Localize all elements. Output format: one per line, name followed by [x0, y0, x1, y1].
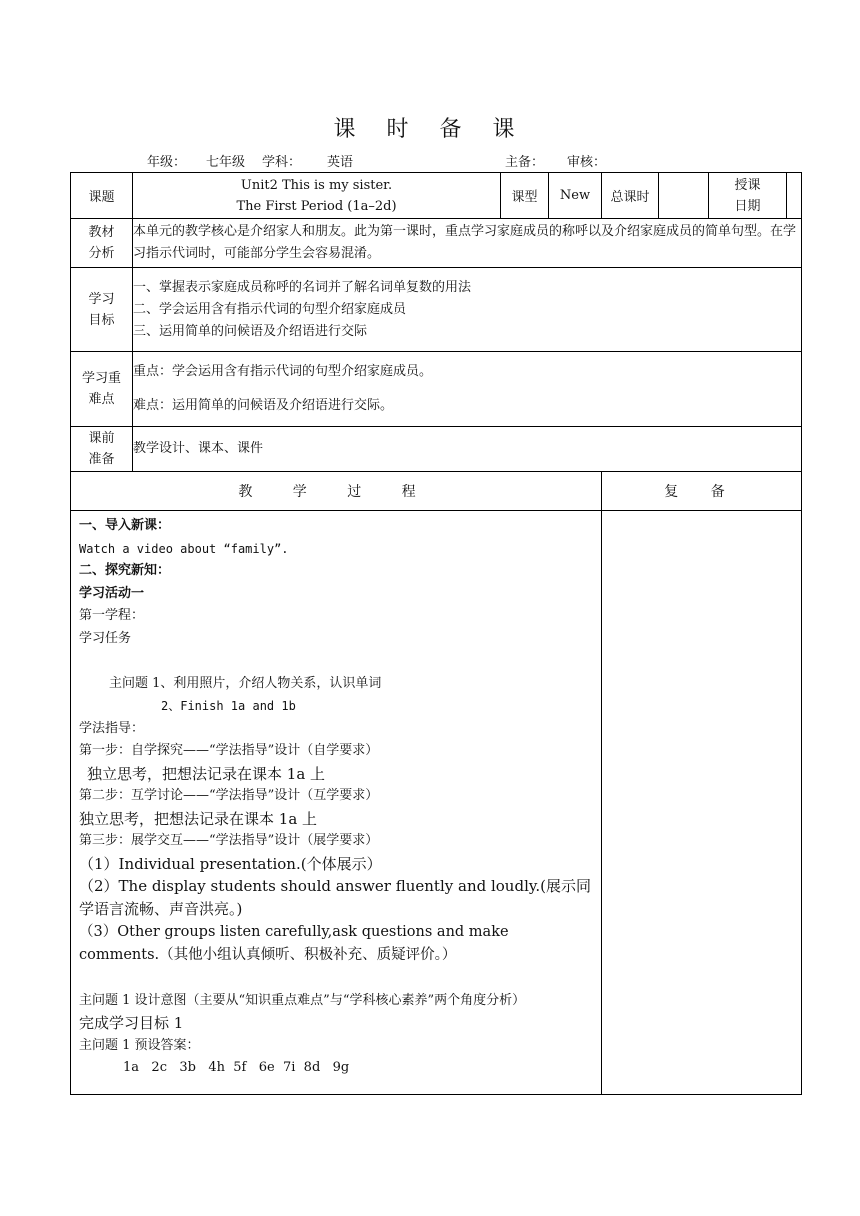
grade-value: 七年级	[206, 155, 246, 170]
step-two: 第二步：互学讨论——“学法指导”设计（互学要求）	[79, 788, 379, 803]
analysis-label-line1: 教材	[88, 225, 115, 240]
stage-one: 第一学程：	[79, 608, 145, 623]
difficulty-point: 难点：运用简单的问候语及介绍语进行交际。	[133, 398, 394, 413]
date-label-line1: 授课	[734, 177, 761, 193]
import-text: Watch a video about “family”.	[79, 541, 289, 556]
preparer-label: 主备：	[505, 155, 545, 170]
design-intent: 主问题 1 设计意图（主要从“知识重点难点”与“学科核心素养”两个角度分析）	[79, 992, 526, 1008]
prep-row	[71, 427, 802, 472]
analysis-label	[71, 219, 133, 268]
section-import: 一、导入新课：	[79, 518, 171, 533]
topic-cell	[133, 173, 501, 219]
answer-label: 主问题 1 预设答案：	[79, 1037, 200, 1053]
goals-label-line1: 学习	[88, 291, 115, 307]
process-content	[71, 511, 602, 1095]
prep-label-line1: 课前	[88, 431, 115, 446]
process-body-row	[71, 511, 802, 1095]
main-question-2: 2、Finish 1a and 1b	[161, 699, 296, 713]
goals-label-line2: 目标	[88, 312, 115, 328]
guide-label: 学法指导：	[79, 720, 145, 736]
focus-point: 重点：学会运用含有指示代词的句型介绍家庭成员。	[133, 364, 433, 379]
date-label	[709, 173, 787, 219]
type-value: New	[549, 173, 602, 219]
review-heading: 复 备	[602, 472, 802, 511]
goals-label	[71, 268, 133, 352]
presentation-3: （3）Other groups listen carefully,ask questions and make comments.（其他小组认真倾听、积极补充、质疑评价。）	[79, 924, 509, 963]
section-explore: 二、探究新知：	[79, 563, 171, 578]
step-one: 第一步：自学探究——“学法指导”设计（自学要求）	[79, 743, 379, 758]
goal-item: 一、掌握表示家庭成员称呼的名词并了解名词单复数的用法	[133, 279, 472, 295]
process-heading-row	[71, 472, 802, 511]
topic-title: Unit2 This is my sister.	[240, 177, 393, 193]
page-title: 课 时 备 课	[333, 117, 527, 142]
subject-label: 学科：	[262, 155, 302, 170]
task-label: 学习任务	[79, 630, 132, 646]
analysis-row	[71, 219, 802, 268]
goal-complete: 完成学习目标 1	[79, 1014, 184, 1032]
header-row	[71, 173, 802, 219]
step-two-detail: 独立思考，把想法记录在课本 1a 上	[79, 809, 318, 828]
goals-list	[133, 268, 802, 352]
key-points-content	[133, 352, 802, 427]
activity-one: 学习活动一	[79, 585, 145, 601]
reviewer-label: 审核：	[567, 155, 607, 170]
total-hours-label: 总课时	[602, 173, 659, 219]
blank-line-2	[79, 967, 593, 990]
prep-label	[71, 427, 133, 472]
step-one-detail: 独立思考，把想法记录在课本 1a 上	[87, 764, 326, 783]
date-label-line2: 日期	[734, 198, 761, 214]
prep-label-line2: 准备	[88, 452, 115, 467]
key-points-row	[71, 352, 802, 427]
key-points-label-line2: 难点	[88, 392, 115, 407]
topic-label: 课题	[71, 173, 133, 219]
key-points-label-line1: 学习重	[81, 371, 121, 386]
subject-value: 英语	[327, 155, 354, 170]
total-hours-value	[659, 173, 709, 219]
review-column	[602, 511, 802, 1095]
goal-item: 二、学会运用含有指示代词的句型介绍家庭成员	[133, 301, 407, 317]
grade-label: 年级：	[147, 155, 187, 170]
presentation-2: （2）The display students should answer fluently and loudly.(展示同学语言流畅、声音洪亮。)	[79, 877, 591, 918]
goal-item: 三、运用简单的问候语及介绍语进行交际	[133, 323, 368, 339]
preset-answers: 1a 2c 3b 4h 5f 6e 7i 8d 9g	[123, 1060, 350, 1075]
key-points-label	[71, 352, 133, 427]
analysis-text: 本单元的教学核心是介绍家人和朋友。此为第一课时，重点学习家庭成员的称呼以及介绍家庭成员的简单句型。在学习指示代词时，可能部分学生会容易混淆。	[133, 219, 802, 268]
analysis-label-line2: 分析	[88, 246, 115, 261]
step-three: 第三步：展学交互——“学法指导”设计（展学要求）	[79, 833, 379, 848]
lesson-plan-table	[70, 172, 802, 1095]
presentation-1: （1）Individual presentation.(个体展示）	[79, 854, 382, 873]
date-value	[787, 173, 802, 219]
goals-row	[71, 268, 802, 352]
topic-period: The First Period (1a–2d)	[236, 198, 397, 214]
prep-text: 教学设计、课本、课件	[133, 427, 802, 472]
process-heading: 教 学 过 程	[71, 472, 602, 511]
blank-line	[79, 650, 593, 673]
type-label: 课型	[501, 173, 549, 219]
main-question-1: 主问题 1、利用照片，介绍人物关系，认识单词	[109, 675, 382, 691]
